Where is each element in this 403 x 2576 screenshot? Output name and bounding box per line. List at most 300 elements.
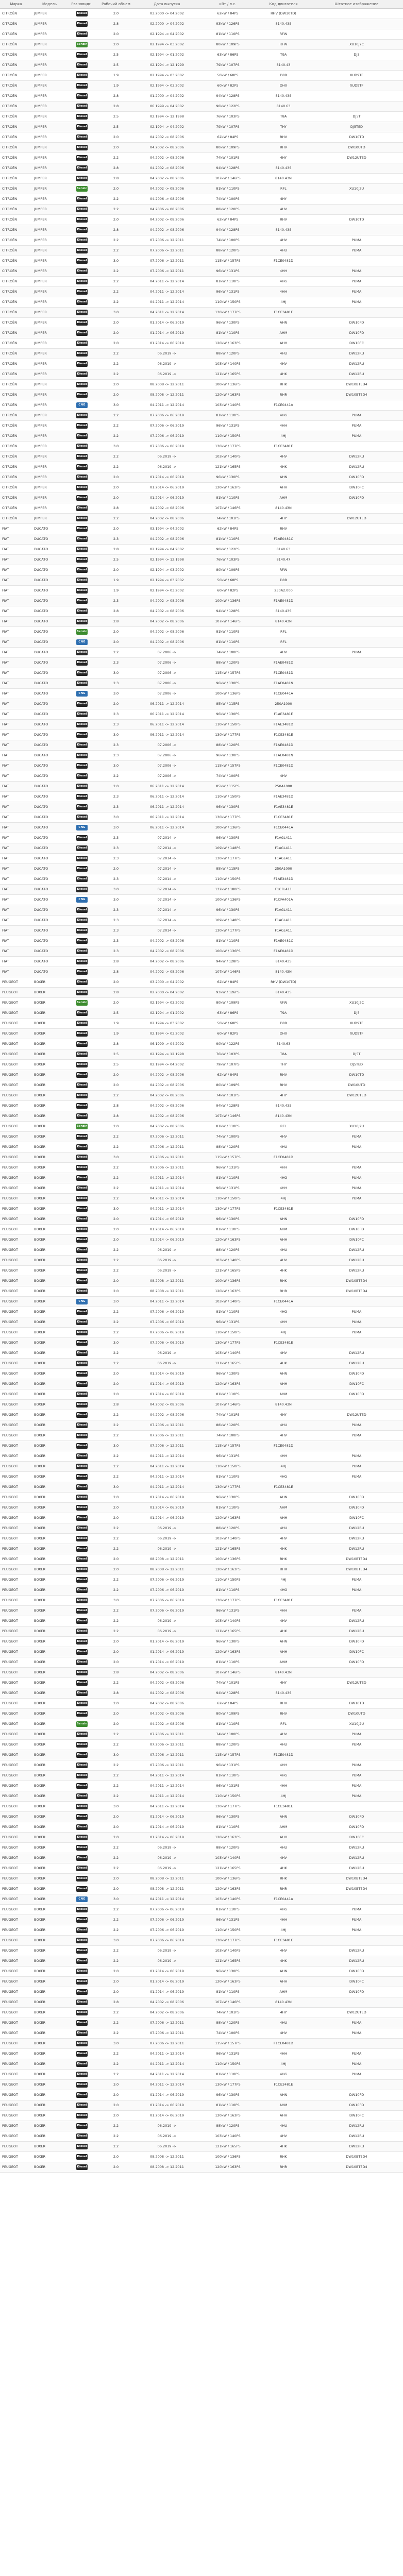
cell-fuel-type (67, 215, 97, 225)
cell-fuel-type (67, 452, 97, 462)
cell-engine-code: F1CE0481D (257, 761, 310, 771)
cell-model: JUMPER (32, 421, 67, 431)
cell-engine-code: DHX (257, 81, 310, 91)
cell-fuel-type (67, 1997, 97, 2008)
cell-model: BOXER (32, 1503, 67, 1513)
cell-engine-code: F1AE3481D (257, 792, 310, 802)
cell-fuel-type (67, 843, 97, 854)
cell-notes (310, 905, 403, 916)
cell-displacement: 1.9 (97, 81, 135, 91)
cell-make: PEUGEOT (0, 1977, 32, 1987)
cell-power: 62kW / 84PS (199, 524, 257, 534)
cell-engine-code: RFL (257, 637, 310, 648)
cell-fuel-type (67, 596, 97, 606)
fuel-type-badge: Diesel (76, 1021, 88, 1026)
cell-displacement: 2.5 (97, 1060, 135, 1070)
cell-make: CITROËN (0, 40, 32, 50)
cell-engine-code: 4HH (257, 1183, 310, 1194)
cell-displacement: 2.0 (97, 318, 135, 328)
cell-displacement: 2.0 (97, 1812, 135, 1822)
fuel-type-badge: Diesel (76, 1855, 88, 1861)
cell-make: CITROËN (0, 503, 32, 514)
cell-notes: XU10J2C (310, 40, 403, 50)
fuel-type-badge: Diesel (76, 1412, 88, 1418)
cell-power: 85kW / 115PS (199, 864, 257, 874)
cell-build-dates: 06.2011 -> 12.2014 (135, 802, 199, 812)
cell-build-dates: 03.2000 -> 04.2002 (135, 977, 199, 988)
table-row (0, 390, 403, 400)
cell-notes: DW12RU (310, 1956, 403, 1967)
cell-power: 50kW / 68PS (199, 1019, 257, 1029)
cell-notes: PUMA (310, 1585, 403, 1596)
cell-make: CITROËN (0, 184, 32, 194)
cell-make: PEUGEOT (0, 2008, 32, 2018)
cell-build-dates: 04.2002 -> 08.2006 (135, 596, 199, 606)
fuel-type-badge: Diesel (76, 505, 88, 511)
cell-build-dates: 07.2006 -> 12.2011 (135, 246, 199, 256)
cell-model: JUMPER (32, 411, 67, 421)
cell-make: PEUGEOT (0, 1029, 32, 1039)
cell-make: FIAT (0, 864, 32, 874)
cell-build-dates: 06.2019 -> (135, 452, 199, 462)
table-row (0, 1626, 403, 1637)
cell-displacement: 2.0 (97, 524, 135, 534)
cell-notes (310, 689, 403, 699)
cell-notes (310, 792, 403, 802)
table-row (0, 1420, 403, 1431)
cell-engine-code: 4HV (257, 1853, 310, 1863)
cell-build-dates: 04.2002 -> 08.2006 (135, 936, 199, 946)
cell-model: JUMPER (32, 297, 67, 308)
cell-notes (310, 874, 403, 885)
cell-fuel-type (67, 802, 97, 812)
cell-notes: DW10FD (310, 1987, 403, 1997)
cell-make: PEUGEOT (0, 1626, 32, 1637)
cell-engine-code: 4HH (257, 421, 310, 431)
cell-build-dates: 04.2011 -> 12.2014 (135, 1802, 199, 1812)
cell-fuel-type (67, 1863, 97, 1874)
cell-model: BOXER (32, 1441, 67, 1451)
cell-notes (310, 256, 403, 266)
cell-model: DUCATO (32, 699, 67, 709)
cell-displacement: 1.9 (97, 1029, 135, 1039)
cell-notes: XU10J2U (310, 1122, 403, 1132)
fuel-type-badge: Diesel (76, 1227, 88, 1232)
table-row (0, 1369, 403, 1379)
cell-power: 50kW / 68PS (199, 71, 257, 81)
cell-notes (310, 524, 403, 534)
cell-notes: PUMA (310, 2018, 403, 2028)
cell-notes: DW12UTED (310, 153, 403, 163)
cell-fuel-type (67, 163, 97, 174)
cell-power: 62kW / 84PS (199, 1070, 257, 1080)
cell-power: 76kW / 103PS (199, 1049, 257, 1060)
fuel-type-badge: Diesel (76, 547, 88, 552)
cell-notes (310, 1596, 403, 1606)
cell-model: BOXER (32, 1843, 67, 1853)
cell-build-dates: 04.2011 -> 12.2014 (135, 2070, 199, 2080)
cell-notes: XUD9TF (310, 1019, 403, 1029)
table-row (0, 1039, 403, 1049)
cell-make: PEUGEOT (0, 1348, 32, 1359)
table-row (0, 1544, 403, 1554)
cell-notes (310, 1204, 403, 1214)
fuel-type-badge: Diesel (76, 361, 88, 367)
cell-make: FIAT (0, 967, 32, 977)
cell-model: JUMPER (32, 349, 67, 359)
fuel-type-badge: Diesel (76, 784, 88, 789)
cell-fuel-type (67, 1235, 97, 1245)
table-row (0, 1822, 403, 1833)
cell-engine-code: F1CE0441A (257, 400, 310, 411)
cell-notes: DW10BTED4 (310, 1286, 403, 1297)
cell-build-dates: 04.2002 -> 08.2006 (135, 1688, 199, 1699)
cell-power: 81kW / 110PS (199, 1657, 257, 1668)
cell-notes: DW12RU (310, 1534, 403, 1544)
cell-make: PEUGEOT (0, 1863, 32, 1874)
cell-notes: DW12RU (310, 349, 403, 359)
cell-fuel-type (67, 1740, 97, 1750)
table-row (0, 1894, 403, 1905)
cell-model: DUCATO (32, 905, 67, 916)
cell-make: PEUGEOT (0, 1585, 32, 1596)
cell-fuel-type (67, 1668, 97, 1678)
cell-displacement: 2.0 (97, 627, 135, 637)
cell-make: PEUGEOT (0, 1657, 32, 1668)
cell-build-dates: 07.2006 -> 12.2011 (135, 1420, 199, 1431)
cell-build-dates: 04.2011 -> 12.2014 (135, 1451, 199, 1462)
cell-engine-code: 4HH (257, 266, 310, 277)
fuel-type-badge: Diesel (76, 887, 88, 892)
cell-make: PEUGEOT (0, 1874, 32, 1884)
cell-engine-code: F1CE0441A (257, 689, 310, 699)
cell-displacement: 2.8 (97, 957, 135, 967)
cell-notes: DW10FD (310, 1369, 403, 1379)
cell-power: 103kW / 140PS (199, 1946, 257, 1956)
cell-build-dates: 02.1994 -> 03.2002 (135, 565, 199, 575)
cell-notes: DW12RU (310, 1853, 403, 1863)
cell-fuel-type (67, 50, 97, 60)
table-row (0, 740, 403, 751)
cell-power: 81kW / 110PS (199, 29, 257, 40)
cell-make: CITROËN (0, 215, 32, 225)
cell-displacement: 3.0 (97, 1802, 135, 1812)
cell-build-dates: 08.2008 -> 12.2011 (135, 2152, 199, 2162)
cell-displacement: 2.2 (97, 1348, 135, 1359)
cell-notes (310, 565, 403, 575)
cell-power: 63kW / 86PS (199, 50, 257, 60)
cell-notes (310, 442, 403, 452)
cell-make: FIAT (0, 895, 32, 905)
table-row (0, 1657, 403, 1668)
cell-displacement: 2.2 (97, 1328, 135, 1338)
cell-notes: DW12RU (310, 1626, 403, 1637)
cell-model: DUCATO (32, 771, 67, 782)
cell-build-dates: 07.2006 -> 06.2019 (135, 1338, 199, 1348)
cell-engine-code: RFW (257, 998, 310, 1008)
table-row (0, 1142, 403, 1153)
cell-build-dates: 07.2014 -> (135, 843, 199, 854)
cell-build-dates: 07.2006 -> 12.2011 (135, 1431, 199, 1441)
cell-model: BOXER (32, 1997, 67, 2008)
cell-fuel-type (67, 1853, 97, 1863)
cell-displacement: 2.0 (97, 864, 135, 874)
table-row (0, 9, 403, 19)
cell-displacement: 2.0 (97, 1225, 135, 1235)
cell-displacement: 2.0 (97, 1554, 135, 1565)
cell-engine-code: 8140.43S (257, 163, 310, 174)
cell-model: BOXER (32, 1420, 67, 1431)
cell-make: PEUGEOT (0, 1812, 32, 1822)
fuel-type-badge: Diesel (76, 1907, 88, 1912)
cell-make: PEUGEOT (0, 1575, 32, 1585)
cell-power: 96kW / 130PS (199, 833, 257, 843)
cell-engine-code: F1AE0481C (257, 534, 310, 545)
cell-displacement: 2.5 (97, 60, 135, 71)
cell-power: 60kW / 82PS (199, 81, 257, 91)
fuel-type-badge: Diesel (76, 474, 88, 480)
cell-model: DUCATO (32, 730, 67, 740)
cell-notes: DW10BTED4 (310, 1276, 403, 1286)
cell-power: 81kW / 110PS (199, 1173, 257, 1183)
cell-fuel-type (67, 534, 97, 545)
cell-model: BOXER (32, 1194, 67, 1204)
cell-build-dates: 07.2006 -> 06.2019 (135, 421, 199, 431)
fuel-type-badge: Diesel (76, 567, 88, 573)
fuel-type-badge: Diesel (76, 536, 88, 542)
cell-engine-code: 4HU (257, 1523, 310, 1534)
fuel-type-badge: Diesel (76, 1247, 88, 1253)
cell-build-dates: 01.2014 -> 06.2019 (135, 1647, 199, 1657)
fuel-type-badge: Diesel (76, 876, 88, 882)
cell-fuel-type (67, 709, 97, 720)
cell-make: PEUGEOT (0, 1740, 32, 1750)
cell-power: 96kW / 131PS (199, 287, 257, 297)
fuel-type-badge: Benzin (76, 1000, 88, 1006)
cell-displacement: 2.2 (97, 1853, 135, 1863)
cell-fuel-type (67, 1297, 97, 1307)
fuel-type-badge: Diesel (76, 1958, 88, 1964)
cell-notes: PUMA (310, 2028, 403, 2039)
cell-build-dates: 07.2006 -> 06.2019 (135, 1317, 199, 1328)
cell-model: JUMPER (32, 132, 67, 143)
table-row (0, 895, 403, 905)
cell-make: CITROËN (0, 132, 32, 143)
table-row (0, 442, 403, 452)
cell-engine-code: AHH (257, 1833, 310, 1843)
cell-fuel-type (67, 431, 97, 442)
fuel-type-badge: Diesel (76, 433, 88, 439)
cell-displacement: 2.2 (97, 205, 135, 215)
cell-fuel-type (67, 71, 97, 81)
cell-notes (310, 163, 403, 174)
cell-model: BOXER (32, 2152, 67, 2162)
cell-power: 115kW / 157PS (199, 1750, 257, 1760)
cell-fuel-type (67, 1091, 97, 1101)
cell-engine-code: RFW (257, 565, 310, 575)
cell-notes (310, 1338, 403, 1348)
cell-engine-code: RHK (257, 2152, 310, 2162)
cell-notes: PUMA (310, 1760, 403, 1771)
cell-notes: PUMA (310, 1781, 403, 1791)
cell-build-dates: 04.2002 -> 08.2006 (135, 617, 199, 627)
cell-model: BOXER (32, 1523, 67, 1534)
fuel-type-badge: Diesel (76, 588, 88, 594)
cell-displacement: 3.0 (97, 1596, 135, 1606)
cell-engine-code: AHM (257, 1822, 310, 1833)
cell-power: 80kW / 109PS (199, 40, 257, 50)
cell-engine-code: 4HV (257, 2028, 310, 2039)
cell-notes: DW10FC (310, 2111, 403, 2121)
cell-power: 115kW / 157PS (199, 256, 257, 266)
cell-fuel-type (67, 1575, 97, 1585)
cell-make: PEUGEOT (0, 1802, 32, 1812)
cell-build-dates: 04.2011 -> 12.2014 (135, 308, 199, 318)
cell-model: BOXER (32, 1915, 67, 1925)
cell-make: PEUGEOT (0, 1699, 32, 1709)
table-row (0, 1956, 403, 1967)
cell-notes: DW10FC (310, 1977, 403, 1987)
cell-engine-code: 4HV (257, 1946, 310, 1956)
cell-notes (310, 1668, 403, 1678)
column-header-power: кВт / л.с. (199, 0, 257, 9)
fuel-type-badge: Diesel (76, 1577, 88, 1583)
cell-displacement: 2.3 (97, 874, 135, 885)
cell-notes (310, 668, 403, 679)
table-row (0, 60, 403, 71)
cell-make: PEUGEOT (0, 1256, 32, 1266)
cell-model: BOXER (32, 2028, 67, 2039)
cell-fuel-type (67, 1606, 97, 1616)
cell-displacement: 2.2 (97, 1523, 135, 1534)
cell-model: BOXER (32, 2121, 67, 2131)
cell-fuel-type (67, 617, 97, 627)
table-row (0, 1874, 403, 1884)
cell-displacement: 2.2 (97, 1946, 135, 1956)
cell-notes: DW10FD (310, 493, 403, 503)
cell-engine-code: 4HV (257, 648, 310, 658)
cell-fuel-type (67, 1008, 97, 1019)
cell-model: JUMPER (32, 40, 67, 50)
cell-engine-code: F1AE3481E (257, 709, 310, 720)
table-row (0, 163, 403, 174)
cell-model: JUMPER (32, 246, 67, 256)
cell-make: PEUGEOT (0, 977, 32, 988)
cell-model: DUCATO (32, 586, 67, 596)
cell-displacement: 2.2 (97, 1843, 135, 1853)
cell-make: PEUGEOT (0, 1730, 32, 1740)
fuel-type-badge: Diesel (76, 1495, 88, 1500)
fuel-type-badge: Diesel (76, 279, 88, 284)
cell-displacement: 2.8 (97, 19, 135, 29)
cell-engine-code: RHV (DW10TD) (257, 9, 310, 19)
cell-displacement: 2.3 (97, 751, 135, 761)
fuel-type-badge: Diesel (76, 526, 88, 532)
cell-notes: DW10TD (310, 1070, 403, 1080)
cell-notes: DW10FD (310, 328, 403, 338)
cell-fuel-type (67, 1173, 97, 1183)
cell-engine-code: 4HV (257, 452, 310, 462)
cell-model: BOXER (32, 1153, 67, 1163)
cell-engine-code: 4HU (257, 1142, 310, 1153)
table-row (0, 1266, 403, 1276)
cell-power: 96kW / 131PS (199, 1451, 257, 1462)
cell-build-dates: 07.2006 -> 12.2011 (135, 1730, 199, 1740)
cell-displacement: 2.0 (97, 472, 135, 483)
cell-model: JUMPER (32, 50, 67, 60)
cell-engine-code: 4HY (257, 1410, 310, 1420)
fuel-type-badge: Diesel (76, 1422, 88, 1428)
cell-notes: DW10BTED4 (310, 2152, 403, 2162)
cell-power: 94kW / 128PS (199, 163, 257, 174)
cell-power: 107kW / 146PS (199, 1997, 257, 2008)
cell-power: 103kW / 140PS (199, 1348, 257, 1359)
cell-notes: DW10FC (310, 1647, 403, 1657)
cell-notes (310, 586, 403, 596)
fuel-type-badge: Diesel (76, 2144, 88, 2149)
cell-displacement: 2.3 (97, 740, 135, 751)
cell-model: BOXER (32, 1369, 67, 1379)
table-row (0, 1688, 403, 1699)
cell-power: 120kW / 163PS (199, 1379, 257, 1389)
cell-build-dates: 02.1994 -> 12.1998 (135, 112, 199, 122)
fuel-type-badge: Diesel (76, 299, 88, 305)
cell-build-dates: 04.2011 -> 12.2014 (135, 1204, 199, 1214)
cell-power: 94kW / 128PS (199, 957, 257, 967)
cell-model: BOXER (32, 1688, 67, 1699)
table-row (0, 730, 403, 740)
cell-displacement: 2.2 (97, 349, 135, 359)
cell-fuel-type (67, 483, 97, 493)
cell-make: PEUGEOT (0, 1019, 32, 1029)
cell-make: PEUGEOT (0, 1637, 32, 1647)
table-row (0, 2121, 403, 2131)
fuel-type-badge: Diesel (76, 1629, 88, 1634)
fuel-type-badge: Diesel (76, 413, 88, 418)
cell-fuel-type (67, 2059, 97, 2070)
cell-displacement: 2.0 (97, 637, 135, 648)
cell-notes: DW12RU (310, 359, 403, 369)
cell-displacement: 2.0 (97, 132, 135, 143)
table-row (0, 1977, 403, 1987)
cell-make: PEUGEOT (0, 1389, 32, 1400)
cell-displacement: 2.3 (97, 802, 135, 812)
cell-notes: DW10FC (310, 1379, 403, 1389)
cell-displacement: 2.0 (97, 1070, 135, 1080)
cell-notes: PUMA (310, 1328, 403, 1338)
cell-notes: DJ5T (310, 112, 403, 122)
cell-fuel-type (67, 1534, 97, 1544)
cell-fuel-type (67, 874, 97, 885)
fuel-type-badge: Diesel (76, 145, 88, 150)
fuel-type-badge: Diesel (76, 1711, 88, 1717)
cell-power: 81kW / 110PS (199, 1905, 257, 1915)
cell-displacement: 2.0 (97, 1699, 135, 1709)
cell-displacement: 2.3 (97, 658, 135, 668)
cell-build-dates: 01.2014 -> 06.2019 (135, 1503, 199, 1513)
cell-fuel-type (67, 905, 97, 916)
cell-model: JUMPER (32, 174, 67, 184)
cell-fuel-type (67, 1709, 97, 1719)
cell-power: 88kW / 120PS (199, 246, 257, 256)
cell-make: PEUGEOT (0, 1554, 32, 1565)
cell-model: BOXER (32, 2131, 67, 2142)
cell-fuel-type (67, 2121, 97, 2131)
cell-fuel-type (67, 2008, 97, 2018)
cell-displacement: 2.2 (97, 1760, 135, 1771)
fuel-type-badge: Diesel (76, 1155, 88, 1160)
cell-build-dates: 07.2006 -> (135, 761, 199, 771)
